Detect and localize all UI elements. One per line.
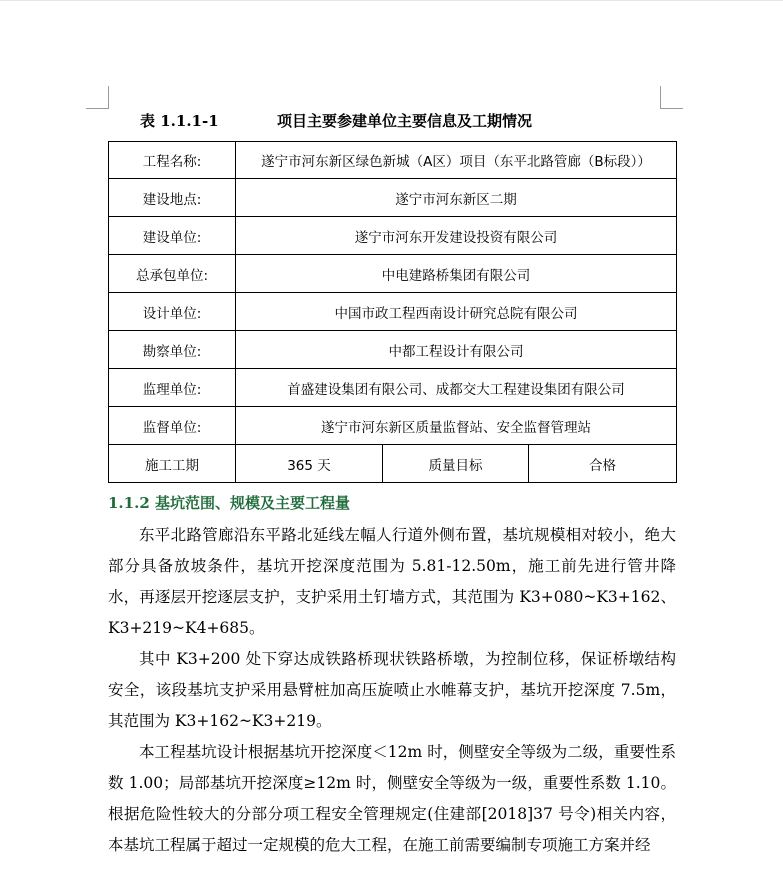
row-value: 中都工程设计有限公司 [236,331,677,369]
paragraph: 本工程基坑设计根据基坑开挖深度＜12m 时，侧壁安全等级为二级，重要性系数 1.00；局部基坑开挖深度≥12m 时，侧壁安全等级为一级，重要性系数 1.10。根据危险性较大的分部分项工程安全管理规定(住建部[2018]37 号令)相关内容，本基坑工程属于超过一定规模的危大工程，在施工前需要编制专项施工方案并经 [108,743,676,854]
row-value: 遂宁市河东新区二期 [236,179,677,217]
table-row [109,217,677,255]
table-row [109,179,677,217]
schedule-label: 施工工期 [109,445,236,483]
quality-value: 合格 [529,445,677,483]
table-row [109,369,677,407]
schedule-duration: 365 天 [236,445,383,483]
row-label: 建设单位: [109,217,236,255]
row-value: 遂宁市河东新区质量监督站、安全监督管理站 [236,407,677,445]
section-heading: 1.1.2 基坑范围、规模及主要工程量 [108,494,350,512]
row-label: 总承包单位: [109,255,236,293]
section-body [108,520,676,861]
paragraph: 其中 K3+200 处下穿达成铁路桥现状铁路桥墩，为控制位移，保证桥墩结构安全，该段基坑支护采用悬臂桩加高压旋喷止水帷幕支护，基坑开挖深度 7.5m，其范围为 K3+162~K3+219。 [108,650,676,730]
table-number: 表 1.1.1-1 [140,112,219,130]
row-label: 勘察单位: [109,331,236,369]
paragraph: 东平北路管廊沿东平路北延线左幅人行道外侧布置，基坑规模相对较小，绝大部分具备放坡条件，基坑开挖深度范围为 5.81-12.50m，施工前先进行管井降水，再逐层开挖逐层支护，支护采用土钉墙方式，其范围为 K3+080~K3+162、K3+219~K4+685。 [108,526,676,637]
table-row [109,331,677,369]
row-label: 监理单位: [109,369,236,407]
row-label: 建设地点: [109,179,236,217]
table-row [109,407,677,445]
crop-mark-right [660,86,683,109]
page-top-edge [0,0,783,1]
row-value: 遂宁市河东新区绿色新城（A区）项目（东平北路管廊（B标段）） [236,142,677,179]
quality-label: 质量目标 [383,445,529,483]
row-value: 中电建路桥集团有限公司 [236,255,677,293]
row-value: 中国市政工程西南设计研究总院有限公司 [236,293,677,331]
row-label: 工程名称: [109,142,236,179]
table-row [109,293,677,331]
row-label: 监督单位: [109,407,236,445]
crop-mark-left [86,86,109,109]
table-row [109,255,677,293]
row-value: 遂宁市河东开发建设投资有限公司 [236,217,677,255]
row-label: 设计单位: [109,293,236,331]
row-value: 首盛建设集团有限公司、成都交大工程建设集团有限公司 [236,369,677,407]
table-row-schedule [109,445,677,483]
table-title: 项目主要参建单位主要信息及工期情况 [277,112,533,130]
table-row [109,142,677,179]
project-info-table [108,141,677,483]
